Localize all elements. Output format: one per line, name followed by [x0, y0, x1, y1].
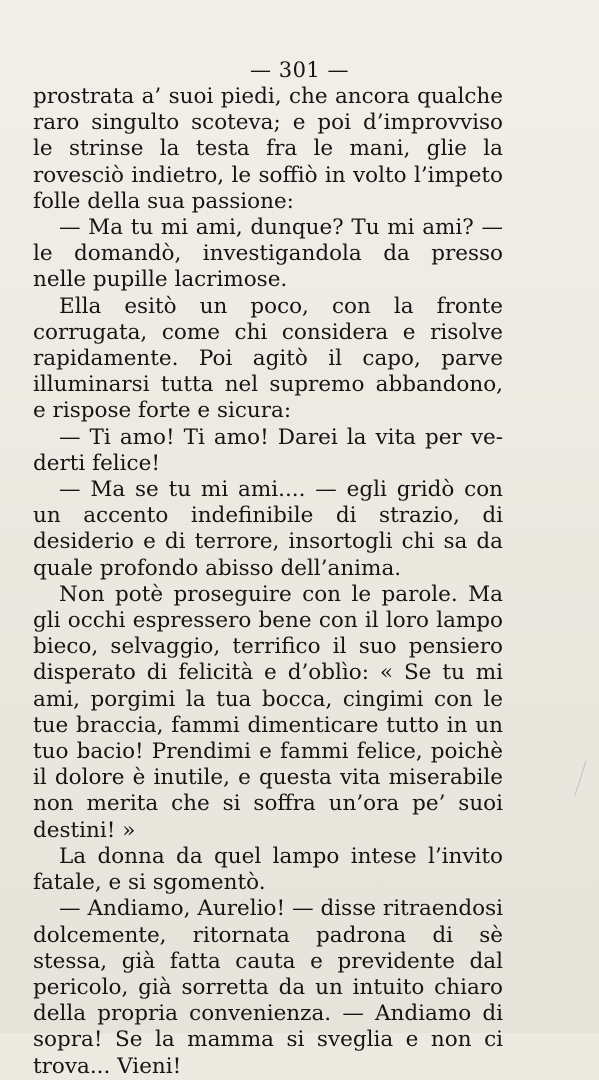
- paragraph: Ella esitò un poco, con la fronte corrugata, come chi considera e risolve rapidamente. Poi agitò il capo, parve illuminarsi tutta nel supremo abbandono, e rispose forte e sicura:: [33, 293, 503, 424]
- page-scan-mark: [574, 761, 586, 796]
- paragraph: — Andiamo, Aurelio! — disse ritraendosi dolcemente, ritornata padrona di sè stessa, già fatta cauta e previdente dal pericolo, già sorretta da un intuito chiaro della propria convenienza. — Andiamo di sopra! Se la mamma si sveglia e non ci trova... Vieni!: [33, 896, 503, 1079]
- paragraph: La donna da quel lampo intese l’invito fatale, e si sgomentò.: [33, 843, 503, 896]
- page-number: — 301 —: [250, 58, 349, 82]
- paragraph: — Ma se tu mi ami.... — egli gridò con un accento indefinibile di strazio, di desiderio e di terrore, insortogli chi sa da quale profondo abisso dell’anima.: [33, 477, 503, 581]
- paragraph: Non potè proseguire con le parole. Ma gli occhi espressero bene con il loro lampo bieco, selvaggio, terrifico il suo pensiero disperato di felicità e d’oblìo: « Se tu mi ami, porgimi la tua bocca, cingimi con le tue braccia, fammi dimenticare tutto in un tuo bacio! Prendimi e fammi felice, poichè il dolore è inutile, e questa vita miserabile non merita che si soffra un’ora pe’ suoi destini! »: [33, 581, 503, 843]
- paragraph: — Ma tu mi ami, dunque? Tu mi ami? — le domandò, investigandola da presso nelle pupille lacrimose.: [33, 215, 503, 293]
- paragraph: — Ti amo! Ti amo! Darei la vita per vederti felice!: [33, 424, 503, 476]
- paragraph: prostrata a’ suoi piedi, che ancora qualche raro singulto scoteva; e poi d’improvviso le strinse la testa fra le mani, glie la rovesciò indietro, le soffiò in volto l’impeto folle della sua passione:: [33, 84, 503, 214]
- body-text: [33, 84, 503, 1080]
